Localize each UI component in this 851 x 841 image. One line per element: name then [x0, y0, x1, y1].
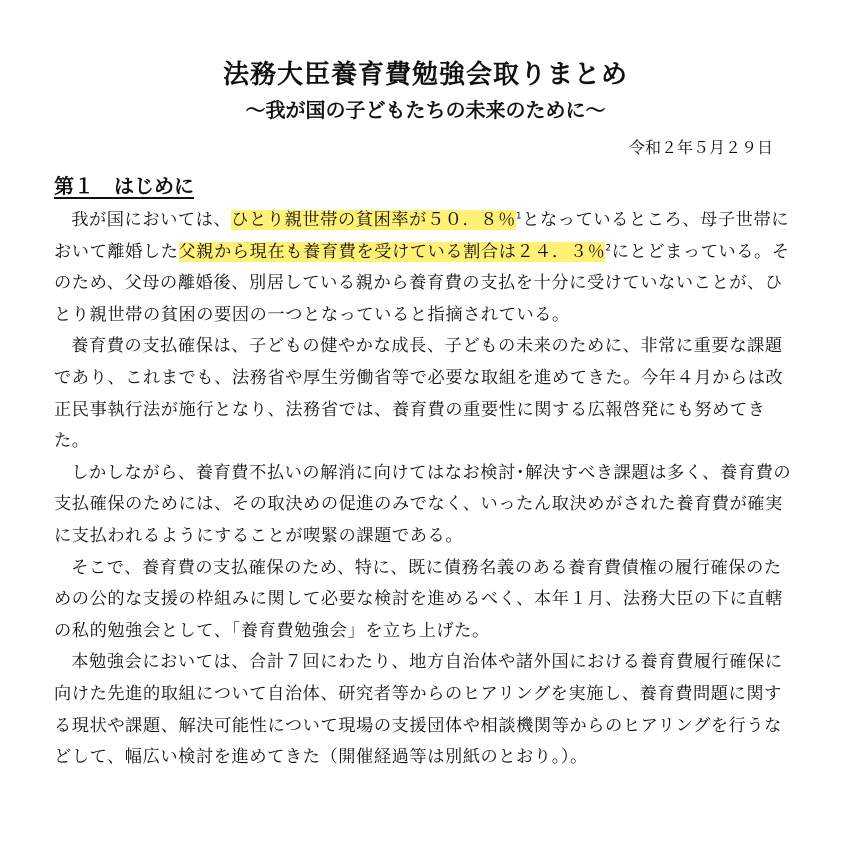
document-title: 法務大臣養育費勉強会取りまとめ	[222, 60, 628, 90]
paragraph-2: 養育費の支払確保は、子どもの健やかな成長、子どもの未来のために、非常に重要な課題であり、これまでも、法務省や厚生労働省等で必要な取組を進めてきた。今年４月からは改正民事執行法が施行となり、法務省では、養育費の重要性に関する広報啓発にも努めてきた。	[54, 336, 784, 452]
paragraph-3: しかしながら、養育費不払いの解消に向けてはなお検討･解決すべき課題は多く、養育費の支払確保のためには、その取決めの促進のみでなく、いったん取決めがされた養育費が確実に支払われるようにすることが喫緊の課題である。	[54, 462, 792, 546]
highlight-poverty-rate: ひとり親世帯の貧困率が５０．８％	[231, 210, 516, 230]
paragraph-4: そこで、養育費の支払確保のため、特に、既に債務名義のある養育費債権の履行確保のための公的な支援の枠組みに関して必要な検討を進めるべく、本年１月、法務大臣の下に直轄の私的勉強会として、「養育費勉強会」を立ち上げた。	[54, 557, 783, 641]
body-text	[54, 205, 794, 774]
section-heading: 第１ はじめに	[54, 174, 194, 198]
paragraph-1-text-2: となっているところ、母子世帯において離婚した	[54, 210, 790, 262]
paragraph-1-text-3: にとどまっている。そのため、父母の離婚後、別居している親から養育費の支払を十分に受けていないことが、ひとり親世帯の貧困の要因の一つとなっていると指摘されている。	[54, 241, 790, 325]
highlight-support-rate: 父親から現在も養育費を受けている割合は２４．３％	[178, 241, 606, 262]
paragraph-5: 本勉強会においては、合計７回にわたり、地方自治体や諸外国における養育費履行確保に向けた先進的取組について自治体、研究者等からのヒアリングを実施し、養育費問題に関する現状や課題、解決可能性について現場の支援団体や相談機関等からのヒアリングを行うなどして、幅広い検討を進めてきた（開催経過等は別紙のとおり。）。	[54, 652, 783, 768]
footnote-ref-2[interactable]: 2	[605, 242, 612, 253]
footnote-ref-1[interactable]: 1	[515, 211, 523, 222]
document-date: 令和２年５月２９日	[628, 138, 773, 157]
paragraph-1-text-1: 我が国においては、	[71, 210, 232, 230]
document-subtitle: ～我が国の子どもたちの未来のために～	[245, 98, 606, 122]
paragraph-1	[54, 205, 794, 331]
